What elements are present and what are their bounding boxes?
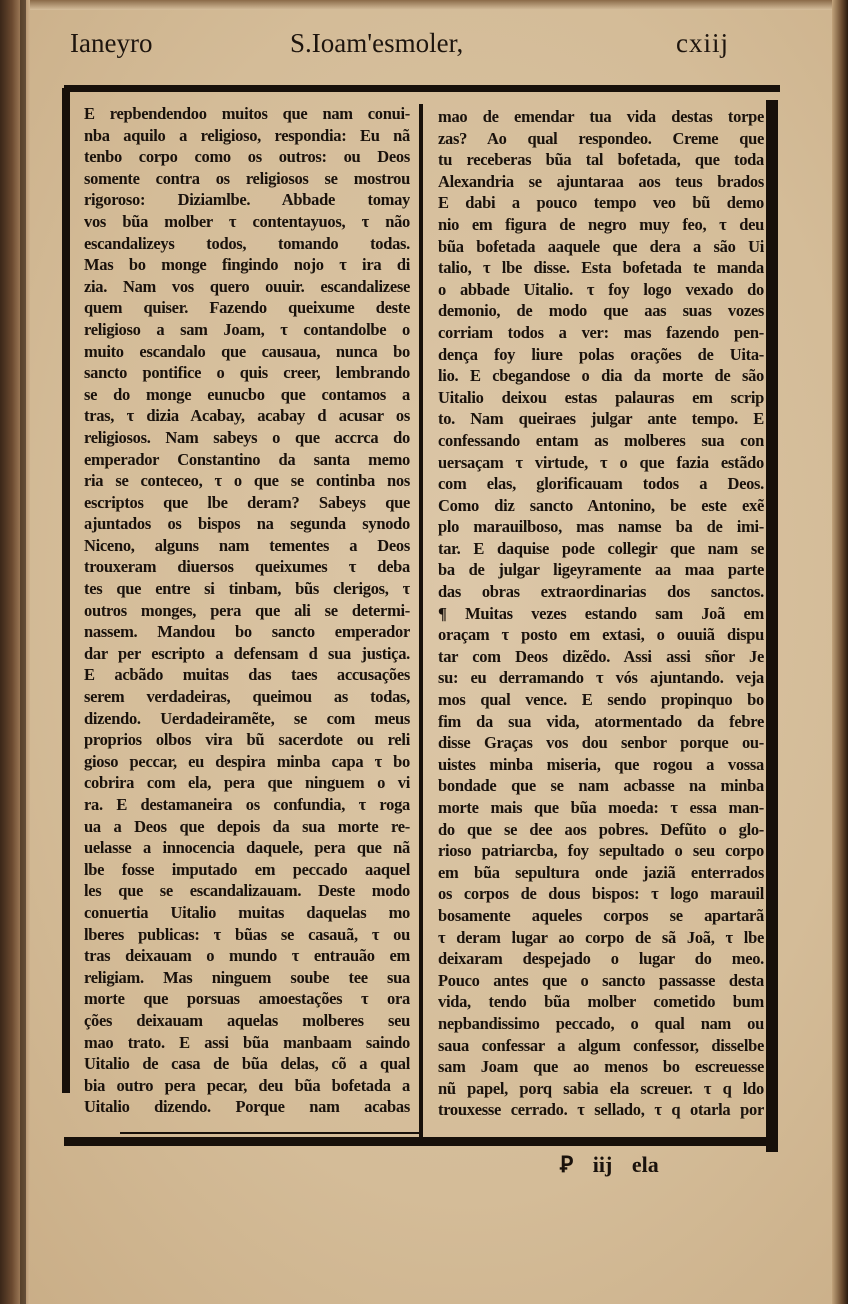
text-line: somente contra os religiosos se mostrou xyxy=(84,168,410,188)
text-line: saua confessar a algum confessor, disselbe xyxy=(438,1035,764,1055)
text-line: fim da sua vida, atormentado da febre xyxy=(438,711,764,731)
left-border-rule xyxy=(62,88,70,1093)
text-line: ra. E destamaneira os confundia, τ roga xyxy=(84,795,410,814)
text-line: tras deixauam o mundo τ entrauão em xyxy=(84,946,410,966)
text-line: E repbendendoo muitos que nam conui- xyxy=(84,104,410,123)
bottom-thin-rule xyxy=(120,1132,420,1134)
text-line: dizendo. Uerdadeiramẽte, se com meus xyxy=(84,708,410,728)
text-line: τ deram lugar ao corpo de sã Joã, τ lbe xyxy=(438,927,764,947)
text-line: proprios olbos vira bũ sacerdote ou reli xyxy=(84,730,410,750)
text-line: outros monges, pera que ali se determi- xyxy=(84,600,410,620)
text-line: nassem. Mandou bo sancto emperador xyxy=(84,622,410,642)
text-line: nũ papel, porq sabia ela screuer. τ q ldo xyxy=(438,1078,764,1098)
text-line: Uitalio de casa de bũa delas, cõ a qual xyxy=(84,1054,410,1074)
text-line: dença foy liure polas orações de Uita- xyxy=(438,344,764,364)
bottom-border-rule xyxy=(64,1137,776,1146)
text-line: tras, τ dizia Acabay, acabay d acusar os xyxy=(84,406,410,426)
text-line: Como diz sancto Antonino, be este exẽ xyxy=(438,495,764,515)
text-line: Uitalio deixou estas palauras em scrip xyxy=(438,387,764,407)
text-line: tenbo corpo como os outros: ou Deos xyxy=(84,147,410,167)
catchword: ela xyxy=(631,1152,659,1177)
text-line: tar com Deos dizẽdo. Assi assi sñor Je xyxy=(438,646,764,666)
text-line: muito escandalo que causaua, nunca bo xyxy=(84,341,410,361)
text-line: E acbãdo muitas das taes accusações xyxy=(84,665,410,685)
text-line: les que se escandalizauam. Deste modo xyxy=(84,881,410,901)
right-border-rule xyxy=(766,100,778,1152)
text-line: zas? Ao qual respondeo. Creme que xyxy=(438,128,764,148)
text-line: Alexandria se ajuntaraa aos teus brados xyxy=(438,171,764,191)
running-head-month: Ianeyro xyxy=(70,28,153,58)
text-line: Uitalio dizendo. Porque nam acabas xyxy=(84,1097,410,1117)
text-line: o abbade Uitalio. τ foy logo vexado do xyxy=(438,279,764,299)
text-line: sam Joam que ao menos bo escreuesse xyxy=(438,1057,764,1077)
page-footer xyxy=(560,1152,659,1178)
text-line: talio, τ lbe disse. Esta bofetada te manda xyxy=(438,258,764,278)
text-line: rigoroso: Diziamlbe. Abbade tomay xyxy=(84,190,410,210)
text-line: ria se conteceo, τ o que se continba nos xyxy=(84,471,410,491)
text-line: oraçam τ posto em extasi, o ouuiã dispu xyxy=(438,625,764,645)
text-line: su: eu derramando τ vós ajuntando. veja xyxy=(438,668,764,688)
right-text-column xyxy=(438,106,764,1121)
folio-number: cxiij xyxy=(676,28,729,58)
text-line: ções deixauam aquelas molberes seu xyxy=(84,1010,410,1030)
text-line: os corpos de dous bispos: τ logo marauil xyxy=(438,884,764,904)
text-line: gioso peccar, eu despira minba capa τ bo xyxy=(84,751,410,771)
text-line: em bũa sepultura onde jaziã enterrados xyxy=(438,862,764,882)
top-border-rule xyxy=(64,85,780,92)
text-line: mao de emendar tua vida destas torpe xyxy=(438,107,764,126)
text-line: deixaram despejado o lugar do meo. xyxy=(438,949,764,969)
text-line: E dabi a pouco tempo veo bũ demo xyxy=(438,193,764,213)
text-line: uersaçam τ virtude, τ o que fazia estãdo xyxy=(438,452,764,472)
text-line: ba de julgar ligeyramente aa maa parte xyxy=(438,560,764,580)
text-line: bũa bofetada aaquele que dera a são Ui xyxy=(438,236,764,256)
text-line: do que se dee aos pobres. Defũto o glo- xyxy=(438,819,764,839)
text-line: bia outro pera pecar, deu bũa bofetada a xyxy=(84,1075,410,1095)
text-line: nepbandissimo peccado, o qual nam ou xyxy=(438,1013,764,1033)
text-line: Niceno, alguns nam tementes a Deos xyxy=(84,535,410,555)
text-line: nio em figura de negro muy feo, τ deu xyxy=(438,214,764,234)
text-line: religiam. Mas ninguem soube tee sua xyxy=(84,967,410,987)
text-line: uistes minba miseria, que rogou a vossa xyxy=(438,754,764,774)
text-line: vida, tendo bũa molber cometido bum xyxy=(438,992,764,1012)
running-head-title: S.Ioam'esmoler, xyxy=(290,28,464,58)
text-line: confessando entam as molberes sua con xyxy=(438,430,764,450)
text-line: to. Nam queiraes julgar ante tempo. E xyxy=(438,409,764,429)
page-right-edge xyxy=(832,0,848,1304)
text-line: conuertia Uitalio muitas daquelas mo xyxy=(84,902,410,922)
text-line: morte que porsuas amoestações τ ora xyxy=(84,989,410,1009)
text-line: religiosos. Nam sabeys o que accrca do xyxy=(84,427,410,447)
text-line: emperador Constantino da santa memo xyxy=(84,449,410,469)
text-line: mao trato. E assi bũa manbaam saindo xyxy=(84,1032,410,1052)
text-line: mos qual vence. E sendo propinquo bo xyxy=(438,690,764,710)
text-line: trouxesse cerrado. τ sellado, τ q otarla por xyxy=(438,1100,764,1120)
signature-mark: Ꝑ iij xyxy=(560,1152,613,1177)
text-line: lberes publicas: τ bũas se casauã, τ ou xyxy=(84,924,410,944)
text-line: das obras extraordinarias dos sanctos. xyxy=(438,582,764,602)
text-line: zia. Nam vos quero ouuir. escandalizese xyxy=(84,276,410,296)
text-line: tu receberas bũa tal bofetada, que toda xyxy=(438,150,764,170)
text-line: quem quiser. Fazendo queixume deste xyxy=(84,298,410,318)
page-top-edge xyxy=(0,0,848,10)
text-line: escriptos que lbe deram? Sabeys que xyxy=(84,492,410,512)
text-line: bosamente aqueles corpos se apartarã xyxy=(438,905,764,925)
text-line: serem verdadeiras, queimou as todas, xyxy=(84,687,410,707)
text-line: ¶ Muitas vezes estando sam Joã em xyxy=(438,603,764,623)
text-line: uelasse a innocencia daquele, pera que nã xyxy=(84,838,410,858)
text-line: se do monge eunucbo que contamos a xyxy=(84,384,410,404)
column-divider xyxy=(419,104,423,1140)
text-line: plo marauilboso, mas namse ba de imi- xyxy=(438,517,764,537)
text-line: ua a Deos que depois da sua morte re- xyxy=(84,816,410,836)
left-text-column xyxy=(84,103,410,1118)
text-line: sancto pontifice o quis creer, lembrando xyxy=(84,363,410,383)
text-line: tar. E daquise pode collegir que nam se xyxy=(438,538,764,558)
text-line: ajuntados os bispos na segunda synodo xyxy=(84,514,410,534)
adjacent-page-edge xyxy=(20,0,26,1304)
text-line: cobrira com ela, pera que ninguem o vi xyxy=(84,773,410,793)
text-line: lbe fosse imputado em peccado aaquel xyxy=(84,859,410,879)
text-line: tes que entre si tinbam, bũs clerigos, τ xyxy=(84,579,410,599)
text-line: corriam todos a ver: mas fazendo pen- xyxy=(438,322,764,342)
text-line: disse Graças vos dou senbor porque ou- xyxy=(438,733,764,753)
text-line: rioso patriarcba, foy sepultado o seu corpo xyxy=(438,841,764,861)
text-line: bondade que se nam acbasse na minba xyxy=(438,776,764,796)
text-line: dar per escripto a defensam d sua justiça. xyxy=(84,643,410,663)
text-line: trouxeram diuersos queixumes τ deba xyxy=(84,557,410,577)
text-line: com elas, glorificauam todos a Deos. xyxy=(438,474,764,494)
text-line: religioso a sam Joam, τ contandolbe o xyxy=(84,319,410,339)
text-line: lio. E cbegandose o dia da morte de são xyxy=(438,366,764,386)
text-line: nba aquilo a religioso, respondia: Eu nã xyxy=(84,125,410,145)
text-line: escandalizeys todos, tomando todas. xyxy=(84,233,410,253)
text-line: demonio, de modo que aas suas vozes xyxy=(438,301,764,321)
text-line: vos bũa molber τ contentayuos, τ não xyxy=(84,211,410,231)
text-line: morte mais que bũa moeda: τ essa man- xyxy=(438,798,764,817)
text-line: Pouco antes que o sancto passasse desta xyxy=(438,970,764,990)
text-line: Mas bo monge fingindo nojo τ ira di xyxy=(84,255,410,275)
